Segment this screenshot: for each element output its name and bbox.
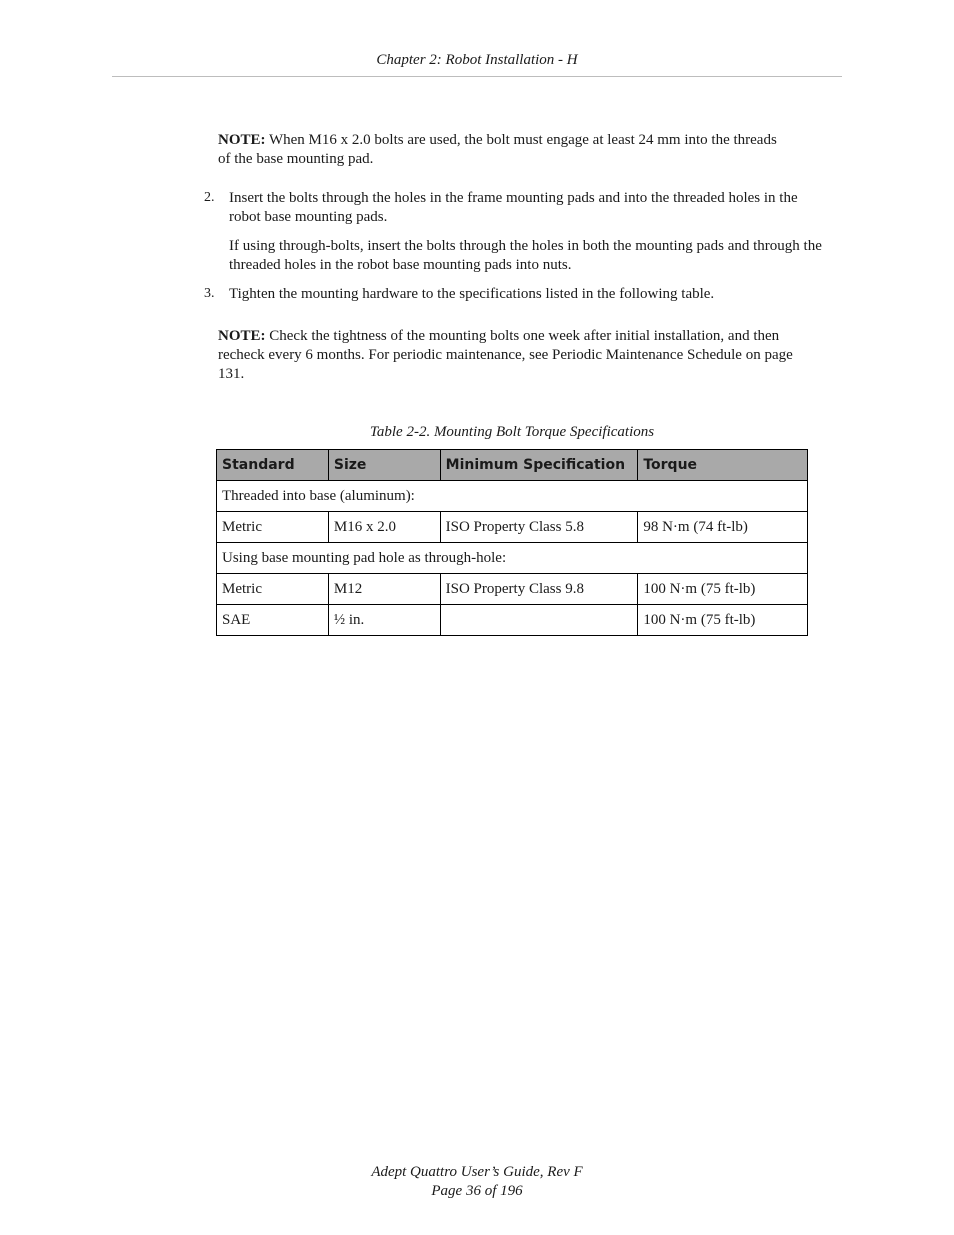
column-header-minimum-specification: Minimum Specification (440, 450, 638, 481)
header-divider (112, 76, 842, 77)
step-text: Tighten the mounting hardware to the specifications listed in the following table. (229, 286, 715, 302)
cell-size: ½ in. (328, 605, 440, 636)
note-label: NOTE: (218, 328, 266, 344)
footer-page-number: Page 36 of 196 (431, 1183, 523, 1199)
footer-document-title: Adept Quattro User’s Guide, Rev F (371, 1164, 583, 1180)
cell-standard: Metric (217, 512, 329, 543)
note-engagement (218, 131, 788, 169)
cell-size: M12 (328, 574, 440, 605)
table-caption: Table 2-2. Mounting Bolt Torque Specifications (369, 424, 655, 440)
cell-standard: SAE (217, 605, 329, 636)
table-row (217, 574, 808, 605)
table-header-row (217, 450, 808, 481)
torque-spec-table (216, 449, 808, 636)
column-header-size: Size (328, 450, 440, 481)
column-header-standard: Standard (217, 450, 329, 481)
step-subtext: If using through-bolts, insert the bolts through the holes in both the mounting pads and through the threaded holes in the robot base mounting pads into nuts. (229, 238, 822, 273)
table-section-row (217, 481, 808, 512)
cell-torque: 98 N·m (74 ft-lb) (638, 512, 808, 543)
step-number: 3. (204, 286, 215, 301)
cell-torque: 100 N·m (75 ft-lb) (638, 574, 808, 605)
section-label: Using base mounting pad hole as through-hole: (217, 543, 808, 574)
page-header: Chapter 2: Robot Installation - H (376, 52, 578, 68)
table-section-row (217, 543, 808, 574)
cell-standard: Metric (217, 574, 329, 605)
page-footer (112, 1163, 842, 1201)
cell-minimum-specification: ISO Property Class 9.8 (440, 574, 638, 605)
note-text: When M16 x 2.0 bolts are used, the bolt must engage at least 24 mm into the threads of the base mounting pad. (218, 132, 777, 167)
step-number: 2. (204, 190, 215, 205)
cell-minimum-specification (440, 605, 638, 636)
cell-torque: 100 N·m (75 ft-lb) (638, 605, 808, 636)
note-maintenance (218, 327, 803, 384)
step-text: Insert the bolts through the holes in the frame mounting pads and into the threaded holes in the robot base mounting pads. (229, 190, 798, 225)
cell-minimum-specification: ISO Property Class 5.8 (440, 512, 638, 543)
section-label: Threaded into base (aluminum): (217, 481, 808, 512)
table-row (217, 605, 808, 636)
note-text: Check the tightness of the mounting bolts one week after initial installation, and then recheck every 6 months. For periodic maintenance, see Periodic Maintenance Schedule on page 131. (218, 328, 793, 382)
table-row (217, 512, 808, 543)
cell-size: M16 x 2.0 (328, 512, 440, 543)
column-header-torque: Torque (638, 450, 808, 481)
note-label: NOTE: (218, 132, 266, 148)
